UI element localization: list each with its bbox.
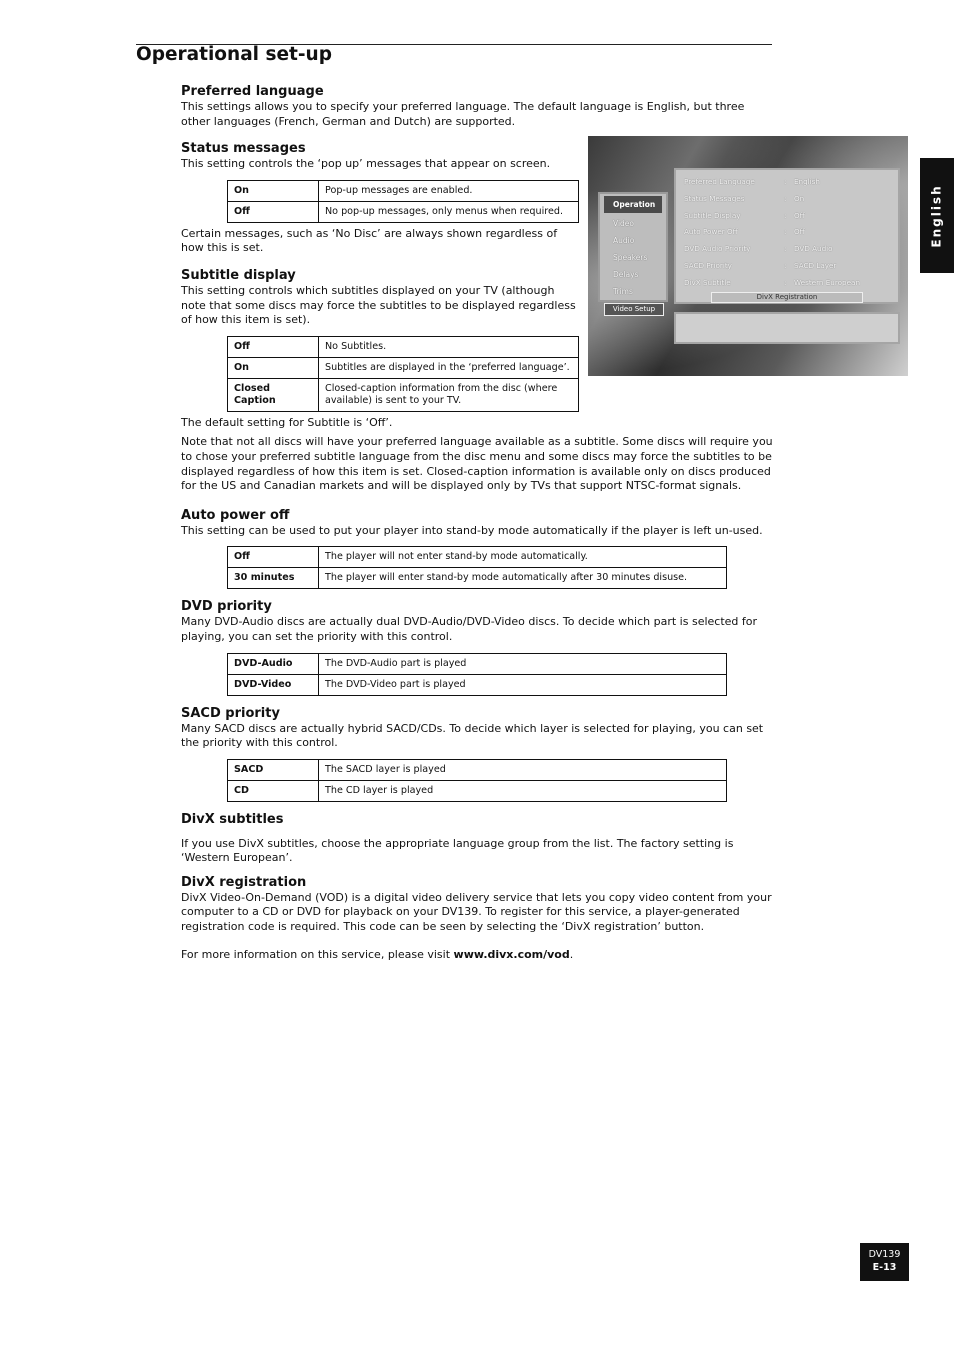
- sacd-priority-heading: SACD priority: [181, 705, 280, 721]
- language-tab: [920, 158, 954, 273]
- main-content: [181, 84, 773, 962]
- page-footer: [860, 1243, 909, 1281]
- menu-item-audio[interactable]: Audio: [613, 236, 635, 245]
- subtitle-default-note: The default setting for Subtitle is ‘Off’.: [181, 415, 393, 429]
- divx-registration-heading: DivX registration: [181, 874, 307, 890]
- subtitle-display-text: This setting controls which subtitles displayed on your TV (although note that some discs may force the subtitles to be displayed regardless of how this item is set).: [181, 283, 576, 327]
- preferred-language-heading: Preferred language: [181, 84, 324, 99]
- settings-row[interactable]: Status Messages : On: [684, 193, 805, 203]
- dvd-priority-text: Many DVD-Audio discs are actually dual DVD-Audio/DVD-Video discs. To decide which part is selected for playing, you can set the priority with this control.: [181, 615, 758, 643]
- table-row: Off No pop-up messages, only menus when required.: [228, 201, 579, 222]
- settings-row[interactable]: Auto Power Off : Off: [684, 227, 805, 237]
- subtitle-availability-note: Note that not all discs will have your preferred language available as a subtitle. Some discs will require you to chose your preferred subtitle language from the disc menu and some discs may force the subtitles to be displayed regardless of how this item is set. Closed-caption information is available only on discs produced for the US and Canadian markets and will be displayed only by TVs that support NTSC-format signals.: [181, 435, 773, 493]
- divx-registration-button[interactable]: DivX Registration: [711, 292, 863, 303]
- subtitle-display-table: [227, 336, 579, 412]
- table-row: Off No Subtitles.: [228, 336, 579, 357]
- preferred-language-text: This settings allows you to specify your preferred language. The default language is English, but three other languages (French, German and Dutch) are supported.: [181, 100, 745, 128]
- menu-item-operation[interactable]: Operation: [604, 196, 662, 213]
- table-row: CD The CD layer is played: [228, 780, 727, 801]
- settings-row[interactable]: SACD Priority : SACD Layer: [684, 260, 837, 270]
- menu-item-trims[interactable]: Trims: [613, 287, 633, 296]
- page-number: E-13: [872, 1262, 897, 1273]
- subtitle-display-heading: Subtitle display: [181, 267, 296, 283]
- divx-subtitles-heading: DivX subtitles: [181, 811, 284, 827]
- divx-subtitles-text: If you use DivX subtitles, choose the appropriate language group from the list. The factory setting is ‘Western European’.: [181, 836, 734, 865]
- settings-row[interactable]: DivX Subtitle : Western European: [684, 277, 860, 287]
- status-messages-text: This setting controls the ‘pop up’ messages that appear on screen.: [181, 157, 551, 171]
- table-row: 30 minutes The player will enter stand-by mode automatically after 30 minutes disuse.: [228, 568, 727, 589]
- video-setup-button[interactable]: Video Setup: [604, 303, 664, 316]
- menu-item-video[interactable]: Video: [613, 219, 635, 228]
- menu-item-speakers[interactable]: Speakers: [613, 253, 648, 262]
- table-row: DVD-Audio The DVD-Audio part is played: [228, 653, 727, 674]
- menu-item-delays[interactable]: Delays: [613, 270, 639, 279]
- settings-row[interactable]: Subtitle Display : Off: [684, 210, 805, 220]
- sacd-priority-text: Many SACD discs are actually hybrid SACD/CDs. To decide which layer is selected for playing, you can set the priority with this control.: [181, 721, 764, 750]
- table-row: Off The player will not enter stand-by mode automatically.: [228, 547, 727, 568]
- divx-registration-text: DivX Video-On-Demand (VOD) is a digital video delivery service that lets you copy video content from your computer to a CD or DVD for playback on your DV139. To register for this service, a player-generated registration code is required. This code can be seen by selecting the ‘DivX registration’ button.: [181, 890, 772, 934]
- status-messages-note: Certain messages, such as ‘No Disc’ are always shown regardless of how this is set.: [181, 226, 558, 255]
- table-row: On Subtitles are displayed in the ‘preferred language’.: [228, 357, 579, 378]
- table-row: Closed Caption Closed-caption information from the disc (where available) is sent to your TV.: [228, 378, 579, 411]
- table-row: SACD The SACD layer is played: [228, 759, 727, 780]
- dvd-priority-heading: DVD priority: [181, 599, 272, 615]
- sacd-priority-table: [227, 759, 727, 802]
- auto-power-off-table: [227, 546, 727, 589]
- table-row: DVD-Video The DVD-Video part is played: [228, 674, 727, 695]
- settings-row[interactable]: Preferred Language : English: [684, 177, 820, 186]
- auto-power-off-heading: Auto power off: [181, 507, 290, 523]
- divx-more-info: For more information on this service, please visit www.divx.com/vod.: [181, 947, 574, 961]
- table-row: On Pop-up messages are enabled.: [228, 180, 579, 201]
- divx-vod-link[interactable]: www.divx.com/vod: [453, 947, 570, 961]
- page-title: Operational set-up: [136, 44, 332, 65]
- dvd-priority-table: [227, 653, 727, 696]
- status-messages-heading: Status messages: [181, 141, 306, 157]
- auto-power-off-text: This setting can be used to put your player into stand-by mode automatically if the player is left un-used.: [181, 523, 763, 537]
- status-messages-table: [227, 180, 579, 223]
- model-number: DV139: [868, 1249, 901, 1260]
- settings-row[interactable]: DVD Audio Priority : DVD Audio: [684, 244, 833, 254]
- language-tab-label: English: [930, 183, 944, 248]
